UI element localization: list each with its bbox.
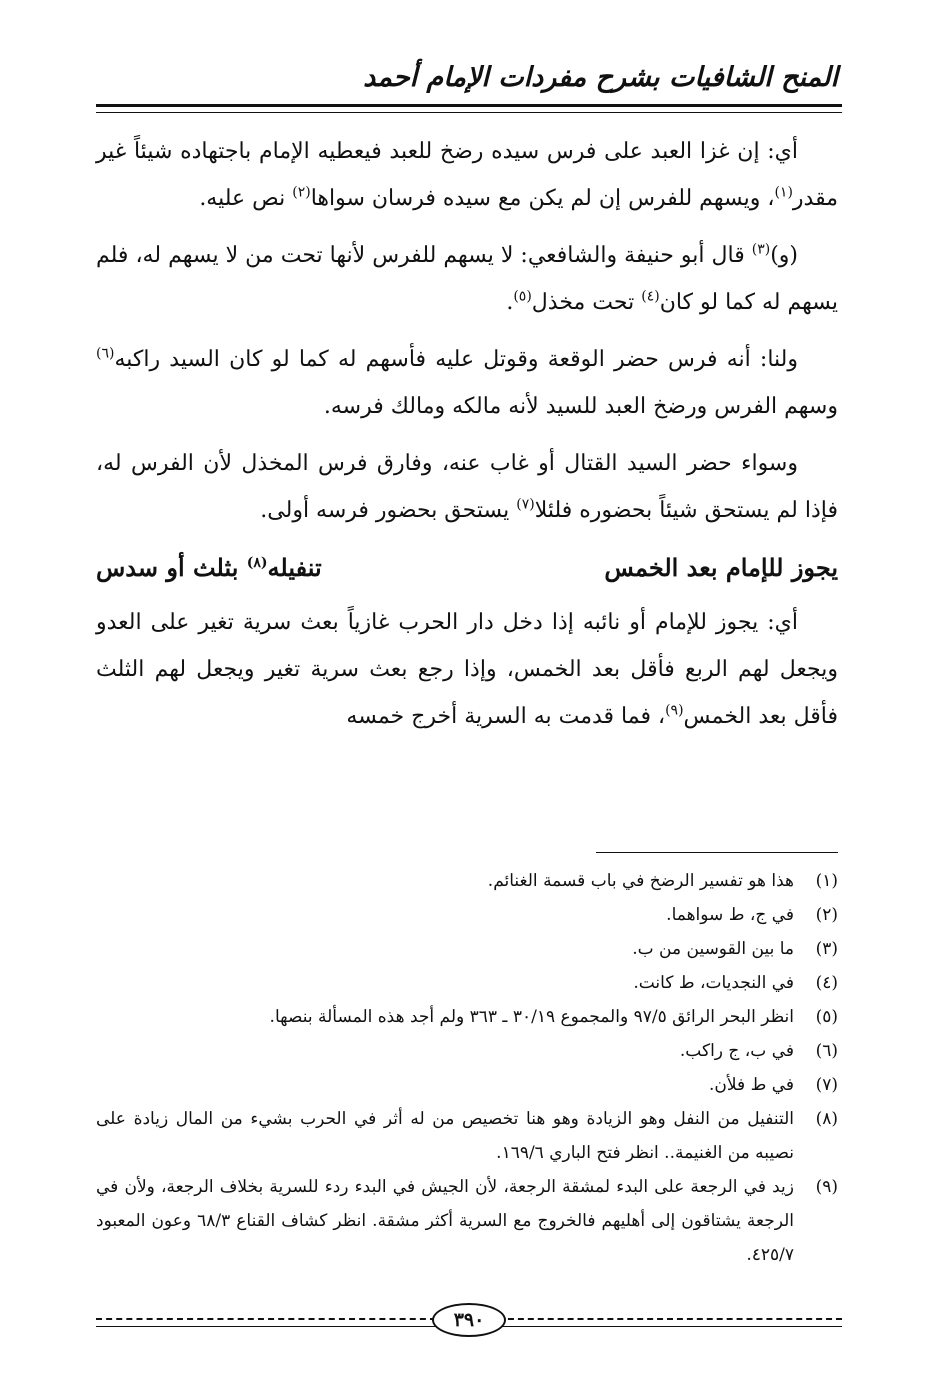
footnotes	[96, 864, 838, 1272]
footnote-text: في ب، ج راكب.	[679, 1041, 794, 1061]
footnote-text: انظر البحر الرائق ٩٧/٥ والمجموع ٣٠/١٩ ـ ٣٦٣ ولم أجد هذه المسألة بنصها.	[269, 1007, 794, 1027]
paragraph-3	[96, 336, 838, 430]
footnote-marker-3: (٣)	[751, 241, 771, 258]
footer-line	[96, 1326, 436, 1327]
heading-word: تنفيله	[267, 553, 322, 582]
footer-dashed-line	[96, 1318, 436, 1320]
footnote-marker-4: (٤)	[641, 288, 660, 305]
paragraph-text: أي: إن غزا العبد على فرس سيده رضخ للعبد فيعطيه الإمام باجتهاده شيئاً غير مقدر	[96, 139, 838, 211]
footnote-marker-9: (٩)	[665, 702, 684, 719]
footnote-text: في ط فلأن.	[709, 1075, 794, 1095]
footnote-text: التنفيل من النفل وهو الزيادة وهو هنا تخصيص من له أثر في الحرب بشيء من المال زيادة على نصيبه من الغنيمة.. انظر فتح الباري ١٦٩/٦.	[96, 1109, 794, 1163]
footnote-marker-6: (٦)	[96, 345, 115, 362]
footnote-marker-5: (٥)	[513, 288, 532, 305]
paragraph-text: وسواء حضر السيد القتال أو غاب عنه، وفارق فرس المخذل لأن الفرس له، فإذا لم يستحق شيئاً بحضوره فلئلا	[96, 451, 838, 523]
paragraph-5	[96, 599, 838, 740]
paragraph-text: ، ويسهم للفرس إن لم يكن مع سيده فرسان سواها	[310, 186, 775, 211]
footnote	[96, 966, 838, 1000]
paragraph-text: يستحق بحضور فرسه أولى.	[260, 498, 517, 523]
footnote-number: (٤)	[815, 973, 838, 993]
footnote	[96, 864, 838, 898]
heading-part-1: يجوز للإمام بعد الخمس	[604, 553, 838, 582]
footnote-number: (٦)	[815, 1041, 838, 1061]
footnote-marker-1: (١)	[774, 184, 793, 201]
footnote-number: (١)	[815, 871, 838, 891]
paragraph-text: قال أبو حنيفة والشافعي: لا يسهم للفرس لأنها تحت من لا يسهم له، فلم يسهم له كما لو كان	[96, 243, 838, 315]
paragraph-text: نص عليه.	[199, 186, 293, 211]
paragraph-4	[96, 440, 838, 534]
paragraph-text: أي: يجوز للإمام أو نائبه إذا دخل دار الحرب غازياً بعث سرية تغير على العدو ويجعل لهم الربع فأقل بعد الخمس، وإذا رجع بعث سرية تغير ويجعل لهم الثلث فأقل بعد الخمس	[96, 610, 838, 729]
page-number: ٣٩٠	[432, 1303, 506, 1337]
footnote-text: في النجديات، ط كانت.	[633, 973, 794, 993]
paragraph-text: ، فما قدمت به السرية أخرج خمسه	[346, 704, 666, 729]
main-text	[96, 128, 838, 750]
footnote-text: ما بين القوسين من ب.	[632, 939, 794, 959]
footnote	[96, 1000, 838, 1034]
paragraph-text: وسهم الفرس ورضخ العبد للسيد لأنه مالكه ومالك فرسه.	[323, 394, 838, 419]
footnote-marker-7: (٧)	[516, 496, 535, 513]
header-rule-thin	[96, 112, 842, 113]
paragraph-1	[96, 128, 838, 222]
footnote	[96, 1068, 838, 1102]
paragraph-2	[96, 232, 838, 326]
footnote-number: (٣)	[815, 939, 838, 959]
footnote-number: (٧)	[815, 1075, 838, 1095]
footnote-marker-8: (٨)	[246, 555, 268, 571]
footer-dashed-line	[498, 1318, 842, 1320]
footnote-text: زيد في الرجعة على البدء لمشقة الرجعة، لأن الجيش في البدء ردء للسرية بخلاف الرجعة، ولأن في الرجعة يشتاقون إلى أهليهم فالخروج مع السرية أكثر مشقة. انظر كشاف القناع ٦٨/٣ وعون المعبود ٤٢٥/٧.	[96, 1177, 795, 1265]
footnote-number: (٢)	[815, 905, 838, 925]
section-heading	[96, 544, 838, 591]
paragraph-text: (و)	[770, 243, 798, 268]
header-rule	[96, 104, 842, 107]
footnote-text: في ج، ط سواهما.	[666, 905, 794, 925]
footnote	[96, 1170, 838, 1272]
footnote	[96, 1034, 838, 1068]
heading-word: بثلث أو سدس	[96, 553, 247, 582]
footnote-number: (٨)	[815, 1109, 838, 1129]
footnote	[96, 932, 838, 966]
heading-part-2	[96, 544, 322, 591]
running-header-title: المنح الشافيات بشرح مفردات الإمام أحمد	[363, 62, 838, 93]
footnote	[96, 1102, 838, 1170]
footnote-number: (٥)	[815, 1007, 838, 1027]
footnote-separator	[596, 852, 838, 853]
footnote-marker-2: (٢)	[292, 184, 311, 201]
paragraph-text: ولنا: أنه فرس حضر الوقعة وقوتل عليه فأسهم له كما لو كان السيد راكبه	[114, 347, 798, 372]
footnote-text: هذا هو تفسير الرضخ في باب قسمة الغنائم.	[487, 871, 794, 891]
footnote-number: (٩)	[815, 1177, 838, 1197]
footnote	[96, 898, 838, 932]
footer-line	[498, 1326, 842, 1327]
paragraph-text: .	[506, 290, 514, 315]
paragraph-text: تحت مخذل	[531, 290, 642, 315]
